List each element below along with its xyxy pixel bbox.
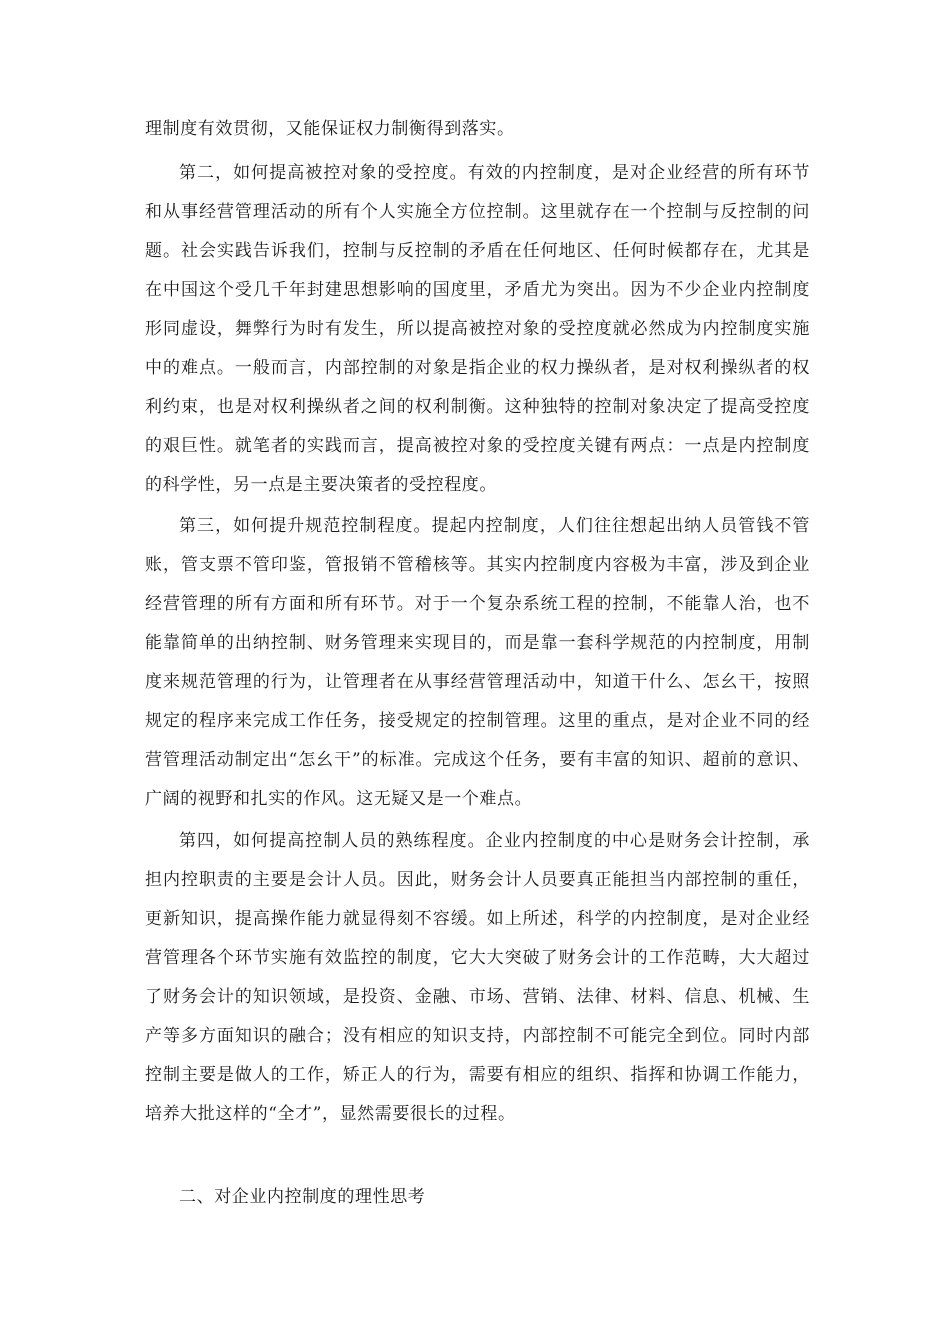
paragraph-third: 第三，如何提升规范控制程度。提起内控制度，人们往往想起出纳人员管钱不管账，管支票不管印鉴，管报销不管稽核等。其实内控制度内容极为丰富，涉及到企业经营管理的所有方面和所有环节。对于一个复杂系统工程的控制，不能靠人治，也不能靠简单的出纳控制、财务管理来实现目的，而是靠一套科学规范的内控制度，用制度来规范管理的行为，让管理者在从事经营管理活动中，知道干什么、怎幺干，按照规定的程序来完成工作任务，接受规定的控制管理。这里的重点，是对企业不同的经营管理活动制定出“怎幺干”的标准。完成这个任务，要有丰富的知识、超前的意识、广阔的视野和扎实的作风。这无疑又是一个难点。 — [145, 516, 810, 809]
paragraph-fourth: 第四，如何提高控制人员的熟练程度。企业内控制度的中心是财务会计控制，承担内控职责的主要是会计人员。因此，财务会计人员要真正能担当内部控制的重任，更新知识，提高操作能力就显得刻不容缓。如上所述，科学的内控制度，是对企业经营管理各个环节实施有效监控的制度，它大大突破了财务会计的工作范畴，大大超过了财务会计的知识领域，是投资、金融、市场、营销、法律、材料、信息、机械、生产等多方面知识的融合；没有相应的知识支持，内部控制不可能完全到位。同时内部控制主要是做人的工作，矫正人的行为，需要有相应的组织、指挥和协调工作能力，培养大批这样的“全才”，显然需要很长的过程。 — [145, 831, 810, 1124]
paragraph-second: 第二，如何提高被控对象的受控度。有效的内控制度，是对企业经营的所有环节和从事经营管理活动的所有个人实施全方位控制。这里就存在一个控制与反控制的问题。社会实践告诉我们，控制与反控制的矛盾在任何地区、任何时候都存在，尤其是在中国这个受几千年封建思想影响的国度里，矛盾尤为突出。因为不少企业内控制度形同虚设，舞弊行为时有发生，所以提高被控对象的受控度就必然成为内控制度实施中的难点。一般而言，内部控制的对象是指企业的权力操纵者，是对权利操纵者的权利约束，也是对权利操纵者之间的权利制衡。这种独特的控制对象决定了提高受控度的艰巨性。就笔者的实践而言，提高被控对象的受控度关键有两点：一点是内控制度的科学性，另一点是主要决策者的受控程度。 — [145, 163, 810, 495]
continuation-line: 理制度有效贯彻，又能保证权力制衡得到落实。 — [145, 119, 515, 139]
section-heading: 二、对企业内控制度的理性思考 — [179, 1187, 426, 1207]
